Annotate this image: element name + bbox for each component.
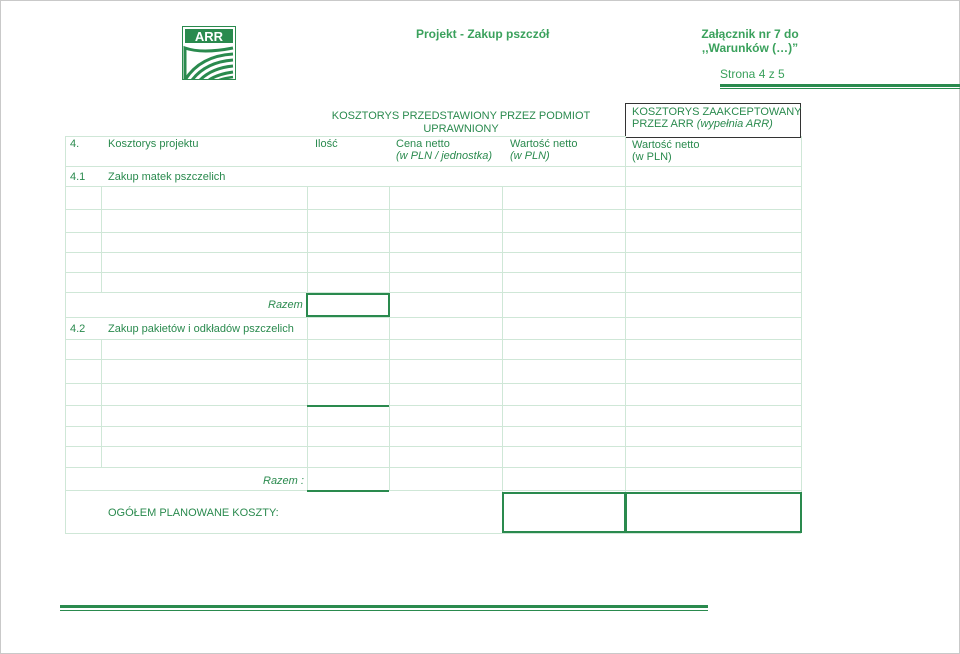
col-quantity: Ilość	[315, 138, 338, 150]
grid-line	[65, 166, 801, 167]
grid-line	[65, 446, 801, 447]
grid-line	[502, 186, 503, 533]
grand-total-field[interactable]	[502, 492, 626, 533]
section-total-field[interactable]	[306, 293, 390, 317]
grid-line	[65, 252, 801, 253]
accepted-cost-header-line2	[632, 118, 773, 130]
svg-text:ARR: ARR	[194, 29, 224, 44]
grid-line	[101, 186, 102, 292]
grid-line	[65, 292, 801, 293]
grid-line	[65, 272, 801, 273]
header-rule	[720, 84, 960, 87]
col-name: Kosztorys projektu	[108, 138, 199, 150]
accepted-cost-header-note: (wypełnia ARR)	[696, 118, 773, 130]
col-accepted-value: Wartość netto	[632, 139, 700, 151]
col-unit-price: Cena netto	[396, 138, 450, 150]
grid-line	[65, 136, 66, 533]
col-accepted-value-unit: (w PLN)	[632, 151, 672, 163]
annex-line-2: ,,Warunków (…)”	[701, 41, 799, 55]
grid-line	[65, 232, 801, 233]
grid-line	[65, 490, 801, 491]
arr-logo	[182, 26, 236, 80]
grid-line	[65, 426, 801, 427]
grid-line	[101, 339, 102, 467]
grid-line	[65, 359, 801, 360]
page-number: Strona 4 z 5	[720, 67, 785, 81]
applicant-cost-header: KOSZTORYS PRZEDSTAWIONY PRZEZ PODMIOT UPRAWNIONY	[331, 110, 591, 135]
grid-line	[65, 317, 801, 318]
footer-rule-thin	[60, 610, 708, 611]
grid-line	[65, 339, 801, 340]
grid-line	[801, 136, 802, 533]
grand-total-accepted-field[interactable]	[625, 492, 802, 533]
col-net-value-unit: (w PLN)	[510, 150, 550, 162]
grid-line	[307, 186, 308, 490]
section-number: 4.1	[70, 171, 86, 183]
grid-line	[65, 186, 801, 187]
footer-rule	[60, 605, 708, 608]
grid-line	[65, 533, 801, 534]
section-total-label: Razem	[268, 299, 303, 311]
accepted-cost-header-arr: PRZEZ ARR	[632, 118, 694, 130]
grid-line	[65, 383, 801, 384]
section-number: 4.2	[70, 323, 86, 335]
grid-line	[65, 136, 625, 137]
annex-label	[680, 27, 820, 55]
section-underline	[307, 405, 389, 407]
project-title: Projekt - Zakup pszczół	[416, 27, 550, 41]
section-total-label: Razem :	[263, 475, 304, 487]
grand-total-label: OGÓŁEM PLANOWANE KOSZTY:	[108, 507, 279, 519]
grid-line	[65, 405, 801, 406]
grid-line	[389, 186, 390, 490]
col-unit-price-unit: (w PLN / jednostka)	[396, 150, 492, 162]
grid-line	[65, 467, 801, 468]
section-name: Zakup pakietów i odkładów pszczelich	[108, 323, 294, 335]
col-number: 4.	[70, 138, 80, 150]
accepted-cost-header-line1: KOSZTORYS ZAAKCEPTOWANY	[632, 106, 802, 118]
grid-line	[65, 209, 801, 210]
grid-line	[625, 136, 626, 533]
section-name: Zakup matek pszczelich	[108, 171, 226, 183]
section-total-underline	[307, 490, 389, 492]
annex-line-1: Załącznik nr 7 do	[701, 27, 799, 41]
col-net-value: Wartość netto	[510, 138, 578, 150]
header-rule-thin	[720, 88, 960, 89]
